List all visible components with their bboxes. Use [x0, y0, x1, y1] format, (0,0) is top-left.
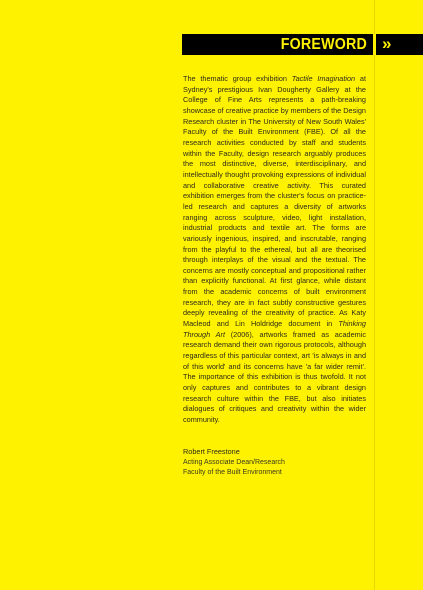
author-role: Acting Associate Dean/Research: [183, 458, 285, 466]
author-faculty: Faculty of the Built Environment: [183, 469, 282, 477]
body-text-part-3: (2006), artworks framed as academic research demand their own rigorous protocols, although regardless of this particular context, art 'is always in and of this world' and its concerns have 'a far wider remit'. The importance of this exhibition is thus twofold. It not only captures and contributes to a vibrant design research culture within the FBE, but also initiates dialogues of critiques and creativity within the wider community.: [183, 329, 366, 424]
author-name: Robert Freestone: [183, 447, 240, 456]
signature-block: [183, 447, 368, 479]
book-title: Thinking Through Art: [183, 319, 366, 339]
exhibition-title: Tactile Imagination: [291, 74, 356, 83]
foreword-body: [183, 74, 366, 426]
page-fold-line: [374, 0, 375, 590]
body-text-part-1: The thematic group exhibition: [183, 74, 292, 83]
body-text-part-2: at Sydney's prestigious Ivan Dougherty Gallery at the College of Fine Arts represents a path-breaking showcase of creative practice by members of the Design Research cluster in The University of New South Wales' Faculty of the Built Environment (FBE). Of all the research activities conducted by staff and students within the Faculty, design research arguably produces the most distinctive, diverse, interdisciplinary, and intellectually thought provoking expressions of individual and collaborative creative activity. This curated exhibition emerges from the cluster's focus on practice-led research and captures a diversity of artworks ranging across sculpture, video, light installation, industrial products and textile art. The forms are variously ingenious, inspired, and inscrutable, ranging from the playful to the ethereal, but all are theorised through interplays of the visual and the textual. The concerns are mostly conceptual and propositional rather than explicitly functional. At first glance, while distant from the academic concerns of built environment research, they are in fact subtly constructive gestures deeply revealing of the creativity of practice. As Katy Macleod and Lin Holdridge document in: [183, 74, 366, 329]
header-divider: [373, 34, 376, 55]
double-chevron-right-icon: »: [382, 34, 392, 53]
page-title: FOREWORD: [280, 36, 367, 53]
